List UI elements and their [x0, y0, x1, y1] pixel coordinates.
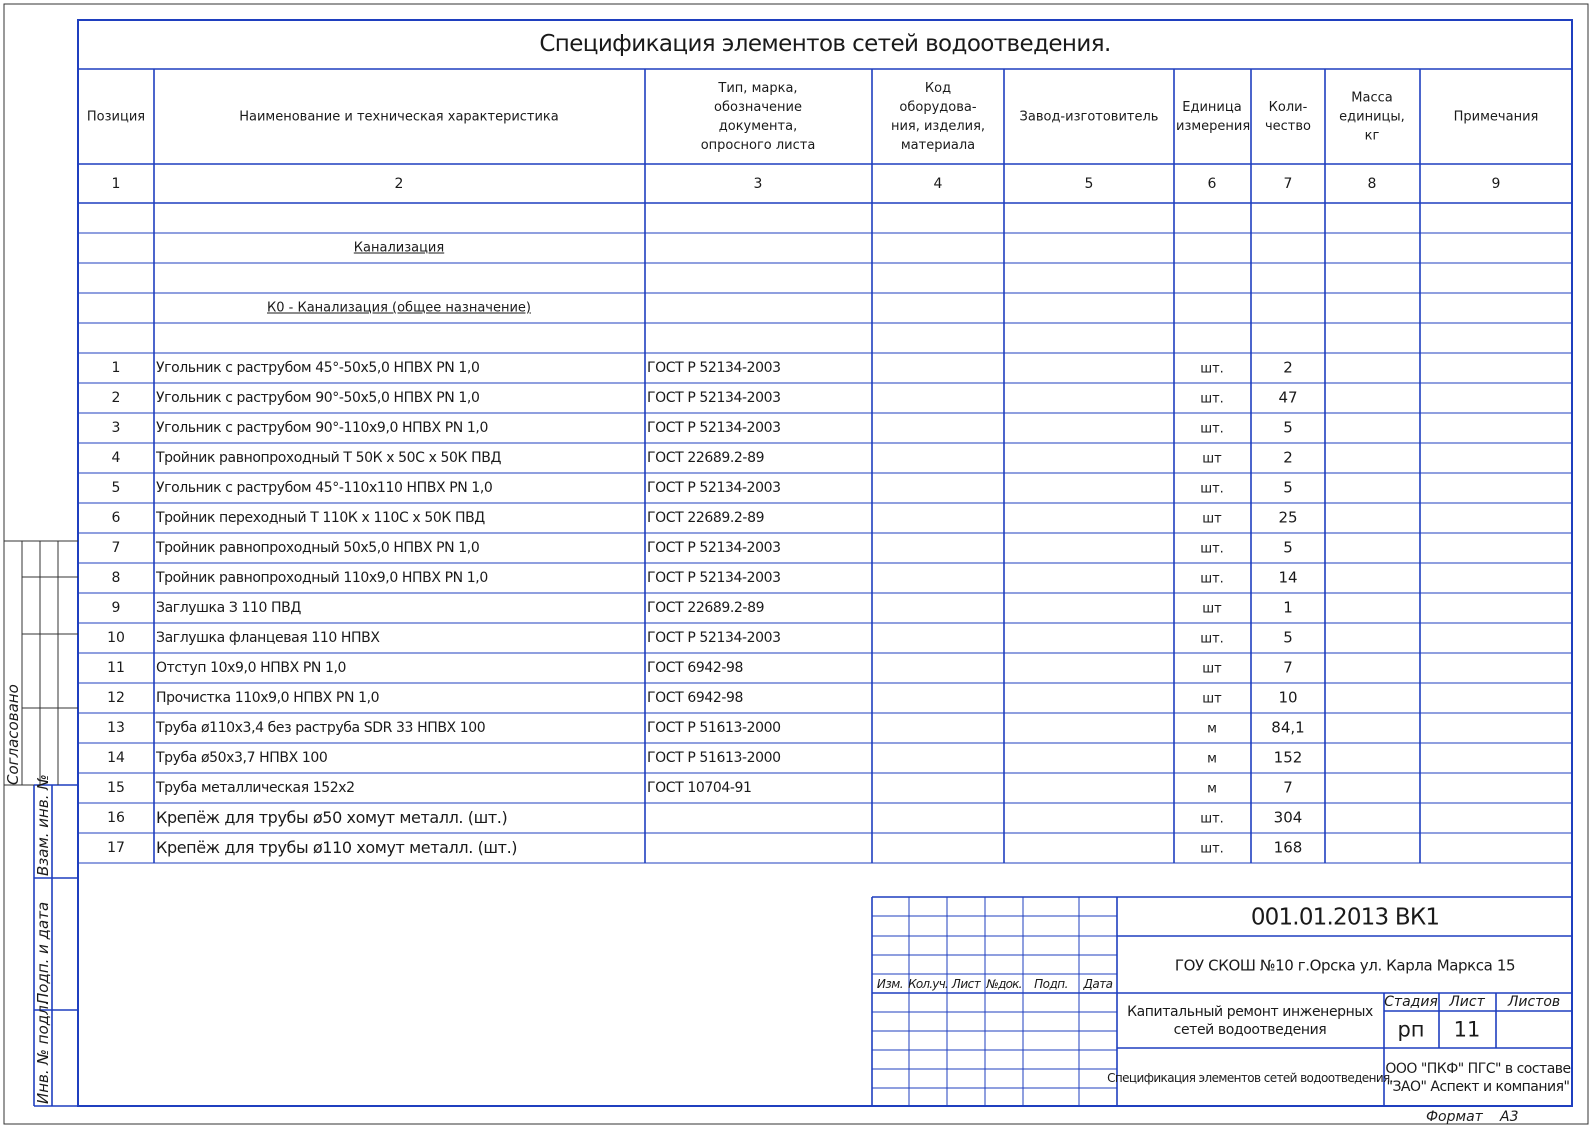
side-label-agreed: Согласовано	[4, 684, 22, 785]
row-doc: ГОСТ Р 51613-2000	[647, 720, 781, 736]
row-position: 1	[111, 360, 121, 376]
row-position: 9	[111, 600, 121, 616]
col-header-name: Наименование и техническая характеристика	[239, 109, 559, 125]
row-name: Угольник с раструбом 45°-110х110 НПВХ PN 1,0	[156, 480, 493, 496]
row-doc: ГОСТ Р 52134-2003	[647, 420, 781, 436]
row-doc: ГОСТ Р 52134-2003	[647, 480, 781, 496]
stage-label: Стадия	[1384, 994, 1438, 1010]
row-unit: шт	[1202, 661, 1222, 677]
row-unit: м	[1207, 781, 1217, 797]
row-qty: 84,1	[1271, 718, 1305, 737]
row-doc: ГОСТ Р 52134-2003	[647, 570, 781, 586]
row-position: 14	[107, 750, 125, 766]
col-number: 2	[394, 176, 404, 192]
row-name: Труба ø50х3,7 НПВХ 100	[156, 750, 328, 766]
row-name: Крепёж для трубы ø50 хомут металл. (шт.)	[156, 808, 508, 827]
row-qty: 304	[1273, 808, 1303, 827]
row-doc: ГОСТ 6942-98	[647, 660, 744, 676]
sheet-title: Спецификация элементов сетей водоотведения.	[1107, 1071, 1393, 1085]
row-position: 5	[111, 480, 121, 496]
document-code: 001.01.2013 ВК1	[1250, 904, 1440, 931]
row-name: Заглушка З 110 ПВД	[156, 600, 301, 616]
row-unit: шт.	[1200, 841, 1224, 857]
row-name: Угольник с раструбом 90°-50х5,0 НПВХ PN 1,0	[156, 390, 480, 406]
row-name: Тройник переходный Т 110К х 110С х 50К ПВД	[156, 510, 485, 526]
row-qty: 5	[1283, 418, 1293, 437]
rev-label-sheet: Лист	[951, 977, 981, 991]
row-qty: 14	[1278, 568, 1298, 587]
row-unit: шт.	[1200, 571, 1224, 587]
rev-label-sign: Подп.	[1034, 977, 1068, 991]
row-position: 3	[111, 420, 121, 436]
col-number: 6	[1207, 176, 1217, 192]
row-position: 17	[107, 840, 125, 856]
row-name: Крепёж для трубы ø110 хомут металл. (шт.)	[156, 838, 518, 857]
side-label-inv-podl: Инв. № подл.	[34, 1000, 52, 1104]
row-name: Тройник равнопроходный 50х5,0 НПВХ PN 1,0	[156, 540, 480, 556]
row-position: 15	[107, 780, 125, 796]
format-value: А3	[1500, 1109, 1519, 1125]
row-qty: 152	[1273, 748, 1303, 767]
side-label-inv-vzam: Взам. инв. №	[34, 774, 52, 876]
col-header-manufacturer: Завод-изготовитель	[1019, 109, 1159, 125]
col-header-type: Тип, марка, обозначение документа, опросного листа	[700, 81, 816, 153]
row-position: 11	[107, 660, 125, 676]
col-number: 3	[753, 176, 763, 192]
col-number: 9	[1491, 176, 1501, 192]
row-unit: шт	[1202, 691, 1222, 707]
col-header-unit: Единица измерения	[1176, 100, 1251, 134]
row-name: Труба ø110х3,4 без раструба SDR 33 НПВХ 100	[156, 720, 486, 736]
col-number: 7	[1283, 176, 1293, 192]
row-position: 12	[107, 690, 125, 706]
sheet-label: Лист	[1449, 994, 1485, 1010]
row-position: 10	[107, 630, 125, 646]
row-qty: 5	[1283, 628, 1293, 647]
col-header-position: Позиция	[86, 109, 146, 125]
company-name: ООО "ПКФ" ПГС" в составе "ЗАО" Аспект и компания"	[1385, 1061, 1571, 1095]
page-title: Спецификация элементов сетей водоотведения.	[539, 31, 1111, 57]
row-name: Угольник с раструбом 90°-110х9,0 НПВХ PN 1,0	[156, 420, 488, 436]
row-doc: ГОСТ 10704-91	[647, 780, 752, 796]
rev-label-doc: №док.	[986, 977, 1022, 991]
row-doc: ГОСТ 22689.2-89	[647, 510, 765, 526]
row-qty: 47	[1278, 388, 1298, 407]
row-name: Заглушка фланцевая 110 НПВХ	[156, 630, 380, 646]
row-name: Тройник равнопроходный Т 50К х 50С х 50К ПВД	[156, 450, 501, 466]
row-qty: 7	[1283, 778, 1293, 797]
row-doc: ГОСТ Р 52134-2003	[647, 540, 781, 556]
row-qty: 5	[1283, 478, 1293, 497]
row-qty: 2	[1283, 448, 1293, 467]
row-position: 16	[107, 810, 125, 826]
row-doc: ГОСТ 22689.2-89	[647, 600, 765, 616]
rev-label-date: Дата	[1083, 977, 1113, 991]
row-name: Угольник с раструбом 45°-50х5,0 НПВХ PN 1,0	[156, 360, 480, 376]
stage-value: рп	[1397, 1017, 1425, 1042]
row-position: 2	[111, 390, 121, 406]
row-unit: м	[1207, 751, 1217, 767]
row-qty: 10	[1278, 688, 1298, 707]
row-doc: ГОСТ Р 52134-2003	[647, 360, 781, 376]
row-position: 6	[111, 510, 121, 526]
sheets-label: Листов	[1507, 994, 1561, 1010]
row-qty: 7	[1283, 658, 1293, 677]
row-position: 7	[111, 540, 121, 556]
row-position: 4	[111, 450, 121, 466]
row-position: 13	[107, 720, 125, 736]
row-doc: ГОСТ 6942-98	[647, 690, 744, 706]
row-name: Отступ 10х9,0 НПВХ PN 1,0	[156, 660, 347, 676]
row-unit: м	[1207, 721, 1217, 737]
row-unit: шт.	[1200, 541, 1224, 557]
row-doc: ГОСТ Р 52134-2003	[647, 630, 781, 646]
col-number: 1	[111, 176, 121, 192]
row-doc: ГОСТ 22689.2-89	[647, 450, 765, 466]
row-unit: шт	[1202, 601, 1222, 617]
project-name: Капитальный ремонт инженерных сетей водоотведения	[1127, 1004, 1373, 1038]
format-label: Формат	[1426, 1109, 1483, 1125]
side-label-sign-date: Подп. и дата	[34, 901, 52, 1004]
row-unit: шт.	[1200, 361, 1224, 377]
rev-label-count: Кол.уч.	[908, 977, 948, 991]
col-number: 8	[1367, 176, 1377, 192]
row-unit: шт.	[1200, 631, 1224, 647]
rev-label-change: Изм.	[876, 977, 904, 991]
row-qty: 25	[1278, 508, 1298, 527]
row-unit: шт	[1202, 511, 1222, 527]
row-qty: 5	[1283, 538, 1293, 557]
row-name: Труба металлическая 152х2	[156, 780, 355, 796]
col-header-code: Код оборудова- ния, изделия, материала	[890, 81, 986, 153]
col-header-qty: Коли- чество	[1264, 100, 1311, 134]
row-qty: 2	[1283, 358, 1293, 377]
col-number: 5	[1084, 176, 1094, 192]
row-qty: 1	[1283, 598, 1293, 617]
col-header-notes: Примечания	[1453, 109, 1539, 125]
row-qty: 168	[1273, 838, 1303, 857]
row-doc: ГОСТ Р 51613-2000	[647, 750, 781, 766]
row-name: Прочистка 110х9,0 НПВХ PN 1,0	[156, 690, 380, 706]
row-unit: шт.	[1200, 391, 1224, 407]
row-unit: шт.	[1200, 421, 1224, 437]
col-number: 4	[933, 176, 943, 192]
section-heading: К0 - Канализация (общее назначение)	[267, 300, 531, 316]
object-name: ГОУ СКОШ №10 г.Орска ул. Карла Маркса 15	[1174, 956, 1516, 975]
sheet-value: 11	[1453, 1017, 1481, 1042]
row-unit: шт	[1202, 451, 1222, 467]
col-header-mass: Масса единицы, кг	[1339, 90, 1405, 144]
row-position: 8	[111, 570, 121, 586]
row-doc: ГОСТ Р 52134-2003	[647, 390, 781, 406]
section-heading: Канализация	[353, 240, 445, 256]
row-unit: шт.	[1200, 811, 1224, 827]
row-name: Тройник равнопроходный 110х9,0 НПВХ PN 1,0	[156, 570, 488, 586]
row-unit: шт.	[1200, 481, 1224, 497]
